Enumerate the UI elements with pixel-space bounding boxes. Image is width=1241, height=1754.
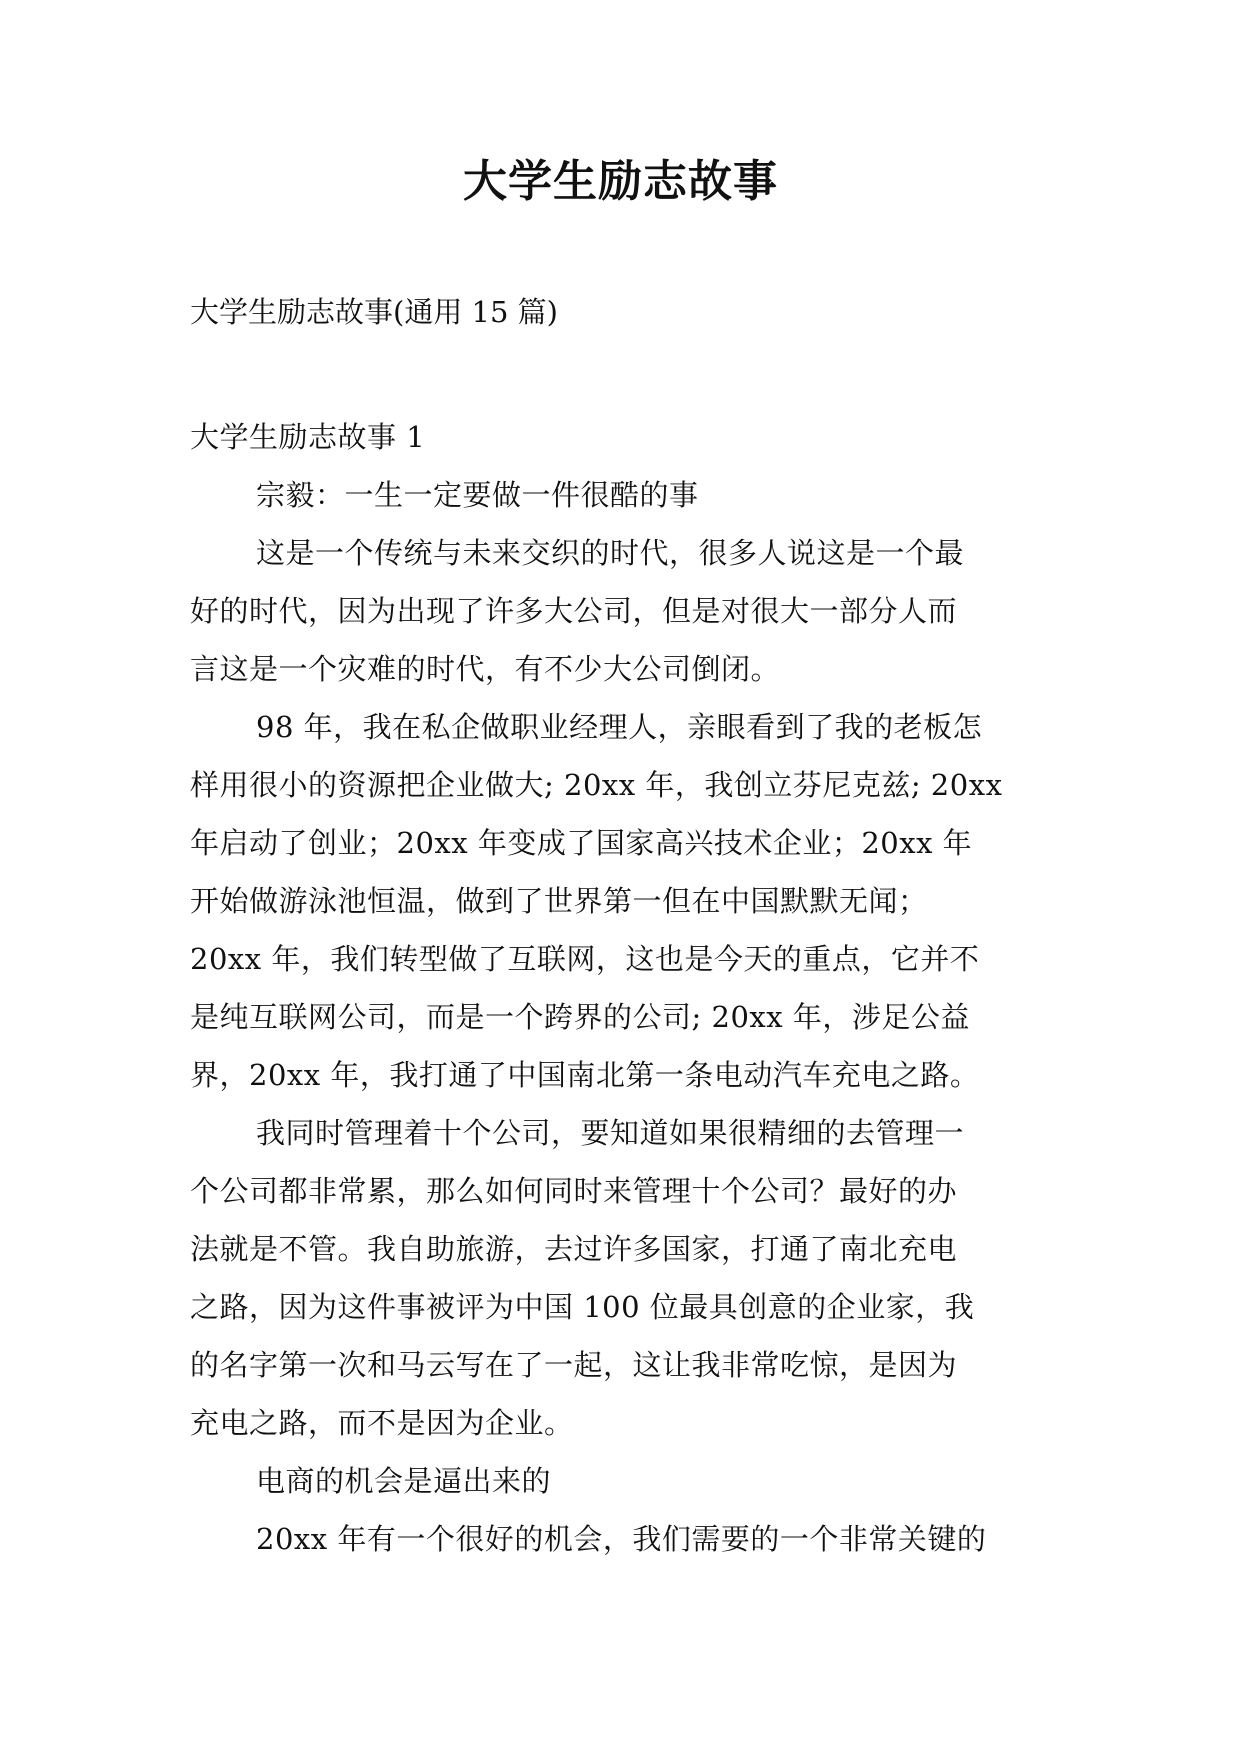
text-line: 开始做游泳池恒温，做到了世界第一但在中国默默无闻； [190,884,928,918]
text-line: 是纯互联网公司，而是一个跨界的公司; 20xx 年，涉足公益 [190,1000,970,1034]
page-title: 大学生励志故事 [463,156,778,207]
text-line: 法就是不管。我自助旅游，去过许多国家，打通了南北充电 [190,1232,958,1266]
text-line: 言这是一个灾难的时代，有不少大公司倒闭。 [190,652,781,686]
text-line: 的名字第一次和马云写在了一起，这让我非常吃惊，是因为 [190,1348,958,1382]
text-line: 年启动了创业；20xx 年变成了国家高兴技术企业；20xx 年 [190,826,973,860]
text-line: 20xx 年，我们转型做了互联网，这也是今天的重点，它并不 [190,942,980,976]
text-line: 98 年，我在私企做职业经理人，亲眼看到了我的老板怎 [256,710,983,744]
text-line: 宗毅：一生一定要做一件很酷的事 [256,478,699,512]
document-body [190,408,1070,1568]
text-line: 20xx 年有一个很好的机会，我们需要的一个非常关键的 [256,1522,987,1556]
text-line: 充电之路，而不是因为企业。 [190,1406,574,1440]
text-line: 个公司都非常累，那么如何同时来管理十个公司？最好的办 [190,1174,958,1208]
text-line: 我同时管理着十个公司，要知道如果很精细的去管理一 [256,1116,965,1150]
text-line: 之路，因为这件事被评为中国 100 位最具创意的企业家，我 [190,1290,975,1324]
text-line: 样用很小的资源把企业做大; 20xx 年，我创立芬尼克兹; 20xx [190,768,1003,802]
text-line: 大学生励志故事 1 [190,420,426,454]
text-line: 好的时代，因为出现了许多大公司，但是对很大一部分人而 [190,594,958,628]
text-line: 电商的机会是逼出来的 [256,1464,552,1498]
document-subtitle: 大学生励志故事(通用 15 篇) [190,295,558,329]
text-line: 这是一个传统与未来交织的时代，很多人说这是一个最 [256,536,965,570]
text-line: 界，20xx 年，我打通了中国南北第一条电动汽车充电之路。 [190,1058,980,1092]
